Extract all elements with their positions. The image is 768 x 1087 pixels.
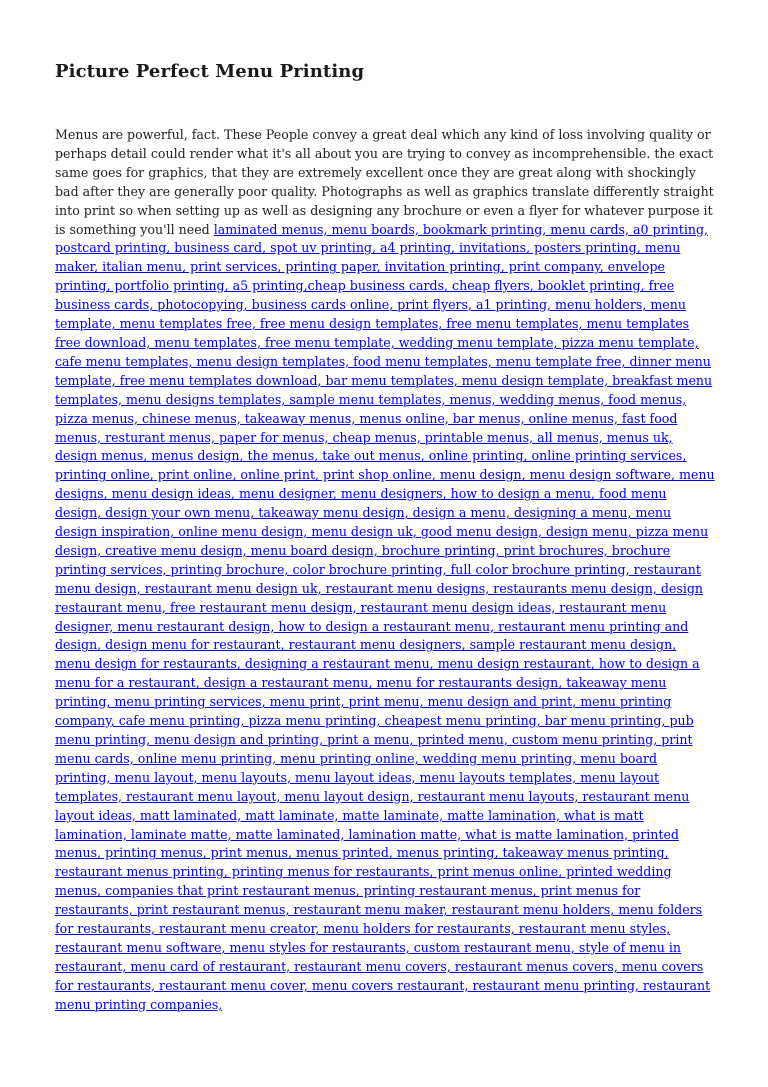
body-paragraph (55, 126, 715, 1015)
keyword-links[interactable]: laminated menus, menu boards, bookmark printing, menu cards, a0 printing, postcard printing, business card, spot uv printing, a4 printing, invitations, posters printing, menu maker, italian menu, print services, printing paper, invitation printing, print company, envelope printing, portfolio printing, a5 printing,cheap business cards, cheap flyers, booklet printing, free business cards, photocopying, business cards online, print flyers, a1 printing, menu holders, menu template, menu templates free, free menu design templates, free menu templates, menu templates free download, menu templates, free menu template, wedding menu template, pizza menu template, cafe menu templates, menu design templates, food menu templates, menu template free, dinner menu template, free menu templates download, bar menu templates, menu design template, breakfast menu templates, menu designs templates, sample menu templates, menus, wedding menus, food menus, pizza menus, chinese menus, takeaway menus, menus online, bar menus, online menus, fast food menus, resturant menus, paper for menus, cheap menus, printable menus, all menus, menus uk, design menus, menus design, the menus, take out menus, online printing, online printing services, printing online, print online, online print, print shop online, menu design, menu design software, menu designs, menu design ideas, menu designer, menu designers, how to design a menu, food menu design, design your own menu, takeaway menu design, design a menu, designing a menu, menu design inspiration, online menu design, menu design uk, good menu design, design menu, pizza menu design, creative menu design, menu board design, brochure printing, print brochures, brochure printing services, printing brochure, color brochure printing, full color brochure printing, restaurant menu design, restaurant menu design uk, restaurant menu designs, restaurants menu design, design restaurant menu, free restaurant menu design, restaurant menu design ideas, restaurant menu designer, menu restaurant design, how to design a restaurant menu, restaurant menu printing and design, design menu for restaurant, restaurant menu designers, sample restaurant menu design, menu design for restaurants, designing a restaurant menu, menu design restaurant, how to design a menu for a restaurant, design a restaurant menu, menu for restaurants design, takeaway menu printing, menu printing services, menu print, print menu, menu design and print, menu printing company, cafe menu printing, pizza menu printing, cheapest menu printing, bar menu printing, pub menu printing, menu design and printing, print a menu, printed menu, custom menu printing, print menu cards, online menu printing, menu printing online, wedding menu printing, menu board printing, menu layout, menu layouts, menu layout ideas, menu layouts templates, menu layout templates, restaurant menu layout, menu layout design, restaurant menu layouts, restaurant menu layout ideas, matt laminated, matt laminate, matte laminate, matte lamination, what is matt lamination, laminate matte, matte laminated, lamination matte, what is matte lamination, printed menus, printing menus, print menus, menus printed, menus printing, takeaway menus printing, restaurant menus printing, printing menus for restaurants, print menus online, printed wedding menus, companies that print restaurant menus, printing restaurant menus, print menus for restaurants, print restaurant menus, restaurant menu maker, restaurant menu holders, menu folders for restaurants, restaurant menu creator, menu holders for restaurants, restaurant menu styles, restaurant menu software, menu styles for restaurants, custom restaurant menu, style of menu in restaurant, menu card of restaurant, restaurant menu covers, restaurant menus covers, menu covers for restaurants, restaurant menu cover, menu covers restaurant, restaurant menu printing, restaurant menu printing companies, (55, 221, 715, 1012)
document-page (55, 58, 715, 1015)
page-title: Picture Perfect Menu Printing (55, 61, 365, 82)
intro-text: Menus are powerful, fact. These People convey a great deal which any kind of loss involving quality or perhaps detail could render what it's all about you are trying to convey as incomprehensible. the exact same goes for graphics, that they are extremely excellent once they are great along with shockingly bad after they are generally poor quality. Photographs as well as graphics translate differently straight into print so when setting up as well as designing any brochure or even a flyer for whatever purpose it is something you'll need (55, 127, 714, 237)
